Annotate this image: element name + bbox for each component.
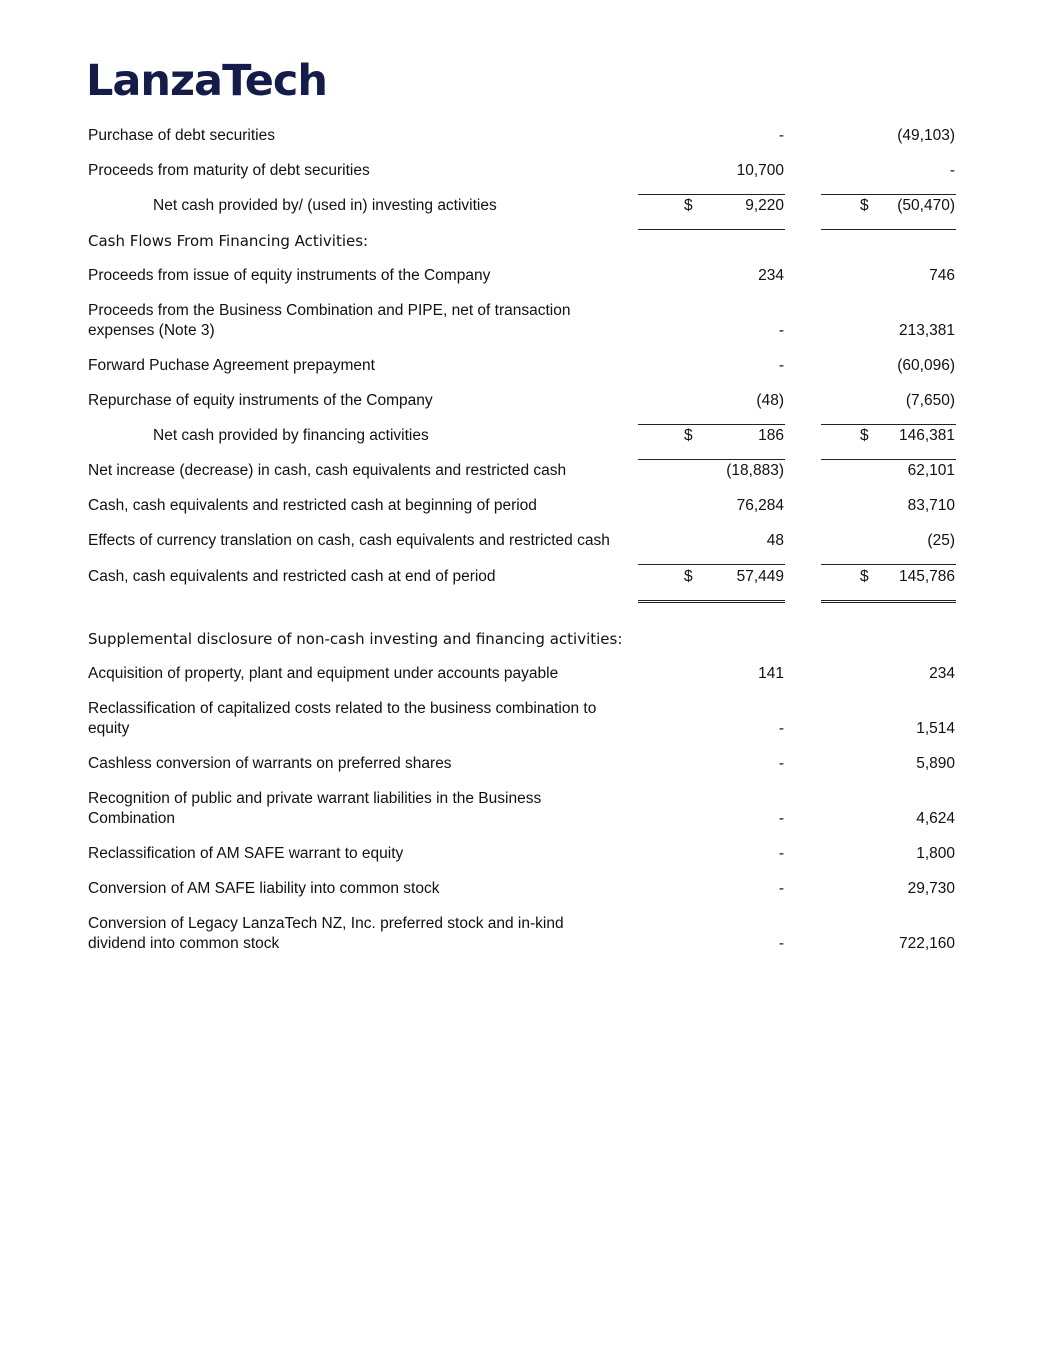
row-label: Effects of currency translation on cash, cash equivalents and restricted cash [88, 532, 610, 549]
subtotal-rule [638, 424, 785, 425]
table-row [0, 461, 1055, 481]
row-label: Proceeds from issue of equity instruments of the Company [88, 267, 491, 284]
section-heading [0, 629, 1055, 649]
row-label: Conversion of Legacy LanzaTech NZ, Inc. preferred stock and in-kind dividend into common stock [88, 915, 564, 952]
amount-prior: 1,800 [916, 845, 955, 862]
row-label: Net cash provided by financing activities [153, 427, 429, 444]
section-heading-label: Cash Flows From Financing Activities: [88, 232, 369, 250]
dollar-sign: $ [684, 197, 693, 214]
amount-prior: (49,103) [897, 127, 955, 144]
amount-prior: (25) [927, 532, 955, 549]
table-row [0, 914, 1055, 954]
table-row [0, 754, 1055, 774]
amount-prior: (60,096) [897, 357, 955, 374]
amount-current: - [778, 935, 784, 952]
row-label: Reclassification of AM SAFE warrant to equity [88, 845, 404, 862]
table-row [0, 531, 1055, 551]
amount-prior: 5,890 [916, 755, 955, 772]
amount-current: - [778, 845, 784, 862]
amount-prior: - [949, 162, 955, 179]
subtotal-rule [638, 194, 785, 195]
row-label: Cash, cash equivalents and restricted cash at beginning of period [88, 497, 537, 514]
grand-total-double-rule [821, 600, 956, 603]
company-logo: LanzaTech [86, 56, 327, 106]
table-row [0, 301, 1055, 341]
amount-current: (48) [756, 392, 784, 409]
row-label: Proceeds from the Business Combination and PIPE, net of transaction expenses (Note 3) [88, 302, 571, 339]
amount-prior: (50,470) [897, 197, 955, 214]
subtotal-rule [821, 424, 956, 425]
table-row [0, 699, 1055, 739]
amount-current: - [778, 322, 784, 339]
total-rule [821, 459, 956, 460]
total-rule [638, 459, 785, 460]
total-rule [821, 229, 956, 230]
table-row [0, 196, 1055, 216]
grand-total-double-rule [638, 600, 785, 603]
row-label: Net increase (decrease) in cash, cash equivalents and restricted cash [88, 462, 567, 479]
table-row [0, 391, 1055, 411]
row-label: Purchase of debt securities [88, 127, 275, 144]
table-row [0, 844, 1055, 864]
amount-prior: 29,730 [907, 880, 955, 897]
amount-prior: 146,381 [898, 427, 955, 444]
row-label: Forward Puchase Agreement prepayment [88, 357, 375, 374]
table-row [0, 664, 1055, 684]
amount-current: 48 [766, 532, 784, 549]
amount-current: 9,220 [745, 197, 784, 214]
amount-prior: 145,786 [898, 568, 955, 585]
amount-current: - [778, 880, 784, 897]
amount-prior: 1,514 [916, 720, 955, 737]
amount-prior: 234 [929, 665, 955, 682]
amount-prior: (7,650) [905, 392, 955, 409]
row-label: Cash, cash equivalents and restricted cash at end of period [88, 568, 496, 585]
row-label: Acquisition of property, plant and equipment under accounts payable [88, 665, 559, 682]
row-label: Repurchase of equity instruments of the Company [88, 392, 433, 409]
table-row [0, 161, 1055, 181]
amount-current: - [778, 357, 784, 374]
table-row [0, 879, 1055, 899]
dollar-sign: $ [684, 568, 693, 585]
amount-prior: 213,381 [898, 322, 955, 339]
amount-current: - [778, 755, 784, 772]
amount-current: 57,449 [736, 568, 784, 585]
amount-prior: 83,710 [907, 497, 955, 514]
section-heading-label: Supplemental disclosure of non-cash investing and financing activities: [88, 630, 623, 648]
amount-prior: 722,160 [898, 935, 955, 952]
amount-current: 76,284 [736, 497, 784, 514]
table-row [0, 266, 1055, 286]
dollar-sign: $ [684, 427, 693, 444]
dollar-sign: $ [860, 427, 869, 444]
amount-current: (18,883) [726, 462, 784, 479]
amount-current: 186 [758, 427, 784, 444]
subtotal-rule [821, 564, 956, 565]
amount-current: 141 [758, 665, 784, 682]
row-label: Recognition of public and private warrant liabilities in the Business Combination [88, 790, 542, 827]
row-label: Proceeds from maturity of debt securities [88, 162, 370, 179]
row-label: Conversion of AM SAFE liability into common stock [88, 880, 440, 897]
amount-prior: 746 [929, 267, 955, 284]
table-row [0, 567, 1055, 587]
dollar-sign: $ [860, 197, 869, 214]
table-row [0, 496, 1055, 516]
row-label: Cashless conversion of warrants on preferred shares [88, 755, 452, 772]
subtotal-rule [638, 564, 785, 565]
table-row [0, 426, 1055, 446]
row-label: Net cash provided by/ (used in) investing activities [153, 197, 497, 214]
table-row [0, 126, 1055, 146]
amount-prior: 62,101 [907, 462, 955, 479]
total-rule [638, 229, 785, 230]
amount-current: 10,700 [736, 162, 784, 179]
subtotal-rule [821, 194, 956, 195]
section-heading [0, 231, 1055, 251]
table-row [0, 356, 1055, 376]
dollar-sign: $ [860, 568, 869, 585]
amount-current: - [778, 720, 784, 737]
amount-current: - [778, 127, 784, 144]
row-label: Reclassification of capitalized costs related to the business combination to equity [88, 700, 597, 737]
table-row [0, 789, 1055, 829]
amount-prior: 4,624 [916, 810, 955, 827]
amount-current: - [778, 810, 784, 827]
amount-current: 234 [758, 267, 784, 284]
